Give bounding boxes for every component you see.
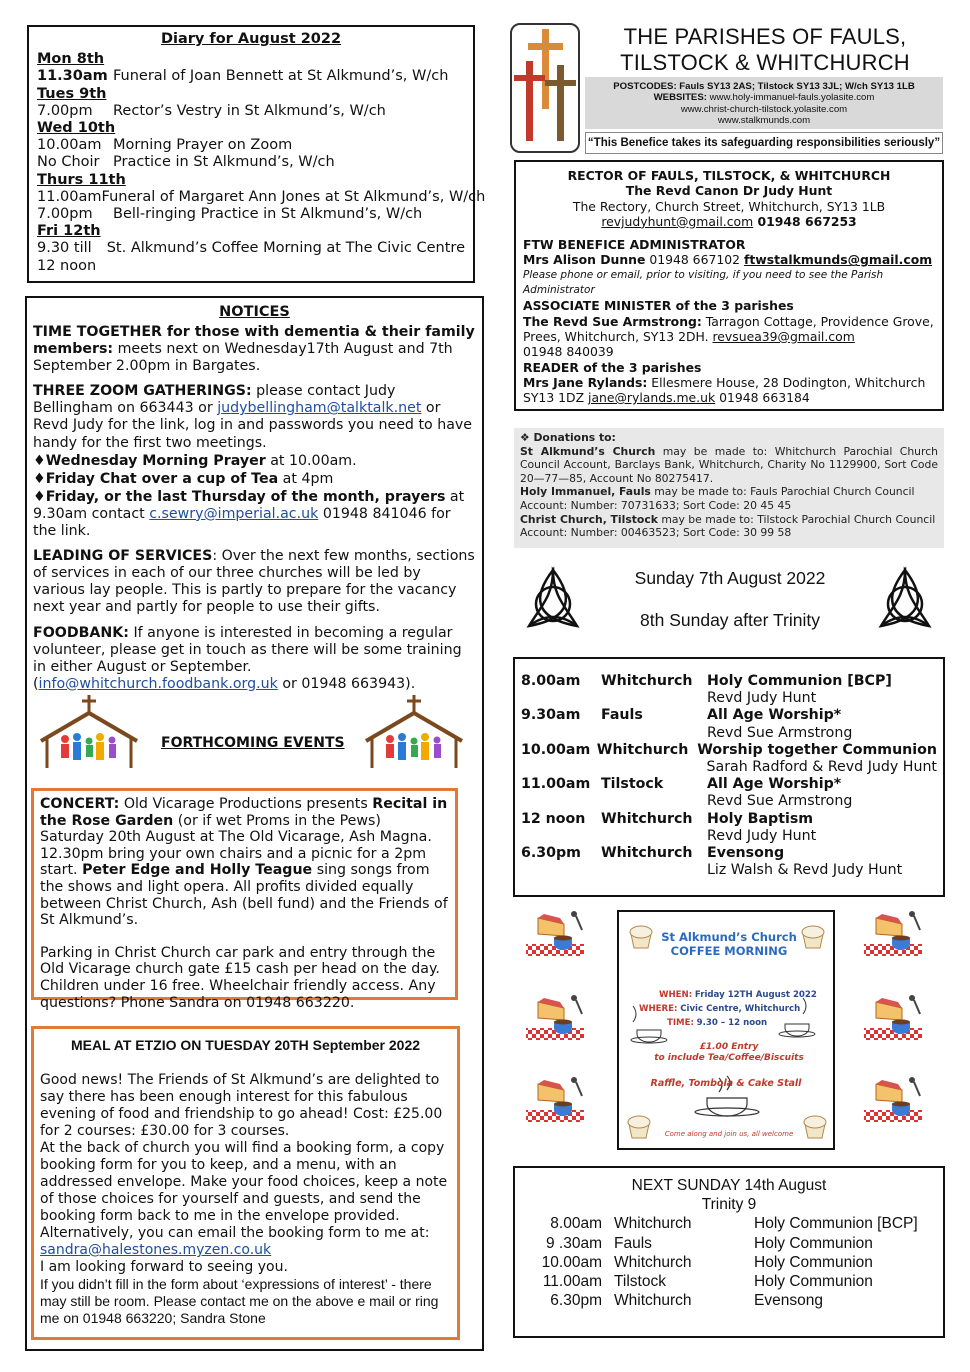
wednesday-prayer-text: at 10.00am. (265, 452, 357, 469)
service-name: Holy Communion [BCP] (707, 673, 892, 689)
foodbank-email-link[interactable]: info@whitchurch.foodbank.org.uk (38, 675, 278, 692)
diary-time: 9.30 till (37, 240, 92, 257)
diary-time: 7.00pm (37, 102, 93, 119)
leading-services-text: : Over the next few months, sections of services in each of our three churches will be led by various lay people. This is partly to prepare for the vacancy next year and partly for people to use their gifts. (33, 548, 475, 616)
diary-text: Funeral of Joan Bennett at St Alkmund’s, W/ch (113, 68, 449, 85)
friday-chat-text: at 4pm (278, 470, 334, 487)
title-line-2: TILSTOCK & WHITCHURCH (620, 50, 910, 75)
service-leader: Revd Judy Hunt (707, 827, 817, 844)
service-name: All Age Worship* (707, 707, 842, 724)
reader-name: Mrs Jane Rylands: (523, 374, 648, 390)
time-together-heading: TIME TOGETHER for those with dementia & their family members: (33, 324, 475, 358)
associate-email-link[interactable]: revsuea39@gmail.com (712, 328, 855, 344)
service-place: Fauls (601, 707, 643, 724)
diary-time: 11.00am (37, 188, 102, 205)
poster-footer: Come along and join us, all welcome (664, 1130, 794, 1138)
concert-text-2: (or if wet Proms in the Pews) Saturday 20th August at The Old Vicarage, Ash Magna. 12.30pm bring your own chairs and a picnic for a 2pm start. (40, 812, 432, 879)
trinity-knot-icon (873, 566, 937, 636)
service-place: Whitchurch (596, 741, 689, 758)
reader-address: Ellesmere House, 28 Dodington, Whitchurch SY13 1DZ (523, 374, 926, 406)
next-sunday-box (513, 1166, 945, 1338)
donation-church: Christ Church, Tilstock (520, 512, 658, 526)
poster-time-label: TIME: (667, 1018, 694, 1028)
notices-title: NOTICES (219, 304, 290, 320)
diary-time: 7.00pm (37, 206, 93, 223)
service-place: Whitchurch (601, 673, 693, 689)
service-leader: Revd Sue Armstrong (707, 793, 853, 810)
postcodes: POSTCODES: Fauls SY13 2AS; Tilstock SY13 3JL; W/ch SY13 1LB (613, 81, 915, 92)
diary-text: Rector’s Vestry in St Alkmund’s, W/ch (113, 102, 386, 119)
admin-phone: 01948 667102 (645, 252, 744, 268)
poster-when: Friday 12TH August 2022 (694, 990, 817, 1000)
next-sunday-heading: NEXT SUNDAY 14th August (631, 1177, 827, 1194)
associate-name: The Revd Sue Armstrong: (523, 313, 702, 329)
concert-recital: Recital in the Rose Garden (40, 796, 448, 829)
concert-heading: CONCERT: (40, 796, 120, 812)
associate-heading: ASSOCIATE MINISTER of the 3 parishes (523, 298, 794, 314)
service-name: All Age Worship* (707, 776, 842, 793)
next-service: Evensong (754, 1292, 823, 1310)
service-time: 12 noon (521, 810, 586, 827)
rector-phone: 01948 667253 (753, 213, 857, 229)
services-box (513, 657, 945, 897)
concert-text-3: sing songs from the shows and light opera. All profits divided equally between Christ Church, Ash (bell fund) and the Friends of St Alkmund’s. (40, 862, 448, 929)
concert-box (31, 788, 458, 1011)
service-time: 11.00am (521, 776, 591, 793)
meal-text-3: I am looking forward to seeing you. (40, 1259, 288, 1275)
diary-box (27, 25, 486, 283)
next-place: Tilstock (614, 1273, 666, 1291)
meal-text-2: At the back of church you will find a booking form, a copy booking form for you to keep, and a menu, with an addressed envelope. Make your food choices, keep a note of those choices for yourself and guests, and send the booking form back to me in the envelope provided. Alternatively, you can email the booking form to me at: (40, 1140, 448, 1241)
zoom-text-2: or Revd Judy for the link, log in and passwords you need to have handy for the first two meetings. (33, 400, 473, 451)
foodbank-heading: FOODBANK: (33, 624, 129, 641)
forthcoming-events-label: FORTHCOMING EVENTS (161, 735, 345, 751)
time-together-text: meets next on Wednesday17th August and 7th September 2.00pm in Bargates. (33, 341, 453, 375)
rector-heading: RECTOR OF FAULS, TILSTOCK, & WHITCHURCH (567, 168, 891, 183)
poster-where-label: WHERE: (639, 1004, 678, 1014)
service-time: 6.30pm (521, 845, 581, 862)
sunday-trinity: 8th Sunday after Trinity (640, 610, 820, 630)
poster-when-label: WHEN: (659, 990, 693, 1000)
next-place: Whitchurch (614, 1292, 692, 1310)
poster-title (649, 930, 809, 958)
next-place: Whitchurch (614, 1253, 692, 1271)
service-place: Tilstock (601, 776, 664, 793)
meal-box (31, 1026, 460, 1340)
next-time: 10.00am (541, 1253, 602, 1271)
coffee-morning-section (514, 906, 946, 1156)
reader-email-link[interactable]: jane@rylands.me.uk (588, 390, 716, 406)
diary-day: Fri 12th (37, 223, 101, 240)
service-name: Evensong (707, 845, 785, 862)
diary-day: Mon 8th (37, 51, 105, 68)
crosses-icon (512, 25, 578, 151)
admin-heading: FTW BENEFICE ADMINISTRATOR (523, 237, 746, 253)
next-sunday-trinity: Trinity 9 (701, 1196, 757, 1214)
friday-prayers-text: at 9.30am contact (33, 488, 465, 522)
diary-time: 11.30am (37, 68, 108, 85)
service-name: Holy Baptism (707, 810, 814, 827)
sandra-email-link[interactable]: sandra@halestones.myzen.co.uk (40, 1242, 272, 1258)
service-time: 10.00am (521, 741, 591, 758)
diary-day: Thurs 11th (37, 171, 126, 188)
zoom-email-link[interactable]: judybellingham@talktalk.net (217, 400, 422, 417)
service-place: Whitchurch (601, 810, 693, 827)
meal-text: Good news! The Friends of St Alkmund’s are delighted to say there has been enough interest for this fabulous evening of food and friendship to go ahead! Cost: £25.00 for 2 courses: £30.00 for 3 courses. (40, 1072, 443, 1139)
website-link[interactable]: www.stalkmunds.com (717, 115, 811, 127)
next-service: Holy Communion (754, 1253, 873, 1271)
postcodes-panel (585, 77, 943, 129)
diary-title: Diary for August 2022 (160, 31, 342, 47)
title-line-1: THE PARISHES OF FAULS, (623, 24, 907, 49)
forthcoming-events-banner (37, 693, 477, 773)
donations-panel (514, 428, 944, 548)
next-service: Holy Communion (754, 1273, 873, 1291)
zoom-text: please contact Judy Bellingham on 663443 or (33, 383, 396, 417)
donation-church: St Alkmund’s Church (520, 444, 656, 458)
admin-name: Mrs Alison Dunne (523, 252, 646, 268)
service-place: Whitchurch (601, 845, 693, 862)
service-leader: Sarah Radford & Revd Judy Hunt (706, 759, 937, 776)
poster-where: Civic Centre, Whitchurch (680, 1004, 801, 1014)
diary-text: Funeral of Margaret Ann Jones at St Alkmund’s, W/ch (101, 188, 486, 205)
zoom-heading: THREE ZOOM GATHERINGS: (33, 383, 252, 400)
service-time: 9.30am (521, 707, 581, 724)
wednesday-prayer-heading: ♦Wednesday Morning Prayer (33, 452, 266, 469)
service-leader: Liz Walsh & Revd Judy Hunt (707, 862, 903, 879)
reader-phone: 01948 663184 (715, 390, 810, 406)
meal-heading: MEAL AT ETZIO ON TUESDAY 20TH September 2022 (70, 1037, 421, 1053)
website-link[interactable]: www.christ-church-tilstock.yolasite.com (680, 103, 848, 115)
reader-heading: READER of the 3 parishes (523, 359, 702, 375)
donation-details: may be made to: Whitchurch Parochial Church Council Account, Barclays Bank, Whitchurch, Charity No 1129900, Sort Code 20—77—85, Account No 80275417. (520, 444, 939, 485)
associate-phone: 01948 840039 (523, 344, 614, 360)
diary-text: Bell-ringing Practice in St Alkmund’s, W/ch (113, 206, 423, 223)
contacts-box (514, 160, 944, 411)
poster-entry-details: to include Tea/Coffee/Biscuits (654, 1053, 804, 1063)
next-service: Holy Communion [BCP] (754, 1215, 918, 1233)
website-link[interactable]: www.holy-immanuel-fauls.yolasite.com (709, 92, 875, 104)
next-time: 8.00am (550, 1215, 602, 1233)
next-service: Holy Communion (754, 1234, 873, 1252)
diary-text: Morning Prayer on Zoom (113, 137, 293, 154)
next-time: 9 .30am (545, 1234, 602, 1252)
foodbank-text: If anyone is interested in becoming a regular volunteer, please get in touch as there will be some training in either August or September. (33, 624, 462, 675)
donation-details: may be made to: Fauls Parochial Church Council Account: Number: 70731633; Sort Code: 20 45 45 (520, 485, 915, 512)
donations-title: Donations to: (533, 431, 616, 444)
admin-email-link[interactable]: ftwstalkmunds@gmail.com (743, 252, 933, 268)
rector-name: The Revd Canon Dr Judy Hunt (625, 183, 833, 199)
associate-address: Tarragon Cottage, Providence Grove, Prees, Whitchurch, SY13 2DH. (523, 313, 934, 344)
concert-performers: Peter Edge and Holly Teague (82, 862, 313, 879)
friday-prayers-text-2: 01948 841046 for the link. (33, 505, 451, 540)
poster-entry: £1.00 Entry (699, 1042, 759, 1052)
diary-day: Tues 9th (37, 85, 107, 102)
admin-note: Please phone or email, prior to visiting, if you need to see the Parish Administrator (523, 268, 884, 297)
concert-parking: Parking in Christ Church car park and entry through the Old Vicarage church gate £15 cash per head on the day. Children under 16 free. Wheelchair friendly access. Any questions? Phone Sandra on 01948 663220. (40, 944, 440, 1011)
diary-text: St. Alkmund’s Coffee Morning at The Civic Centre (106, 240, 465, 257)
friday-chat-heading: ♦Friday Chat over a cup of Tea (33, 470, 279, 487)
sewry-email-link[interactable]: c.sewry@imperial.ac.uk (149, 505, 319, 522)
poster-time: 9.30 – 12 noon (696, 1018, 768, 1028)
notices-box: NOTICES TIME TOGETHER for those with dementia & their family members: meets next on Wednesday17th August and 7th September 2.00pm in Bargates. THREE ZOOM GATHERINGS: please contact Judy Bellingham on 663443 or judybellingham@talktalk.net or Revd Judy for the link, log in and passwords you need to have handy for the first two meetings. ♦Wednesday Morning Prayer at 10.00am. ♦Friday Chat over a cup of Tea at 4pm ♦Friday, or the last Thursday of the month, prayers at 9.30am contact c.sewry@imperial.ac.uk 01948 841046 for the link. LEADING OF SERVICES: Over the next few months, sections of services in each of our three churches will be led by various lay people. This is partly to prepare for the vacancy next year and partly for people to use their gifts. FOODBANK: If anyone is interested in becoming a regular volunteer, please get in touch as there will be some training in either August or September. (info@whitchurch.foodbank.org.uk or 01948 663943). FORTHCOMING EVENTS (25, 296, 484, 1351)
diamond-bullet-icon: ❖ (520, 431, 530, 444)
service-name: Worship together Communion (697, 741, 937, 758)
poster-raffle: Raffle, Tombola & Cake Stall (650, 1078, 802, 1089)
poster-event: COFFEE MORNING (670, 944, 788, 958)
diary-time: 12 noon (37, 257, 97, 274)
diary-time: 10.00am (37, 137, 102, 154)
service-leader: Revd Judy Hunt (707, 690, 817, 707)
foodbank-tail: or 01948 663943). (277, 675, 416, 692)
friday-prayers-heading: ♦Friday, or the last Thursday of the month, prayers (33, 488, 446, 505)
rector-address: The Rectory, Church Street, Whitchurch, SY13 1LB (572, 198, 886, 214)
next-place: Fauls (614, 1234, 652, 1252)
leading-services-heading: LEADING OF SERVICES (33, 548, 213, 565)
diary-day: Wed 10th (37, 120, 116, 137)
diary-text: Practice in St Alkmund’s, W/ch (113, 154, 335, 171)
sunday-banner (515, 560, 945, 644)
rector-email-link[interactable]: revjudyhunt@gmail.com (601, 213, 754, 229)
concert-text: Old Vicarage Productions presents (119, 796, 373, 812)
church-family-icon (37, 693, 477, 773)
next-time: 6.30pm (550, 1292, 602, 1310)
coffee-morning-poster (617, 910, 835, 1150)
service-time: 8.00am (521, 673, 581, 689)
donation-church: Holy Immanuel, Fauls (520, 485, 651, 499)
ftw-logo (510, 23, 580, 153)
donation-details: may be made to: Tilstock Parochial Church Council Account: Number: 00463523; Sort Code: 30 99 58 (520, 512, 936, 540)
safeguarding-motto: “This Benefice takes its safeguarding responsibilities seriously” (585, 132, 943, 154)
next-place: Whitchurch (614, 1215, 692, 1233)
page-title (586, 24, 944, 76)
next-time: 11.00am (542, 1273, 602, 1291)
sunday-date: Sunday 7th August 2022 (634, 568, 826, 588)
meal-text-4: If you didn’t fill in the form about ‘expressions of interest’ - there may still be room. Please contact me on the above e mail or ring me on 01948 663220; Sandra Stone (40, 1276, 439, 1326)
diary-time: No Choir (37, 154, 100, 171)
websites-label: WEBSITES: (653, 92, 707, 104)
service-leader: Revd Sue Armstrong (707, 724, 853, 741)
poster-church: St Alkmund’s Church (661, 930, 797, 944)
